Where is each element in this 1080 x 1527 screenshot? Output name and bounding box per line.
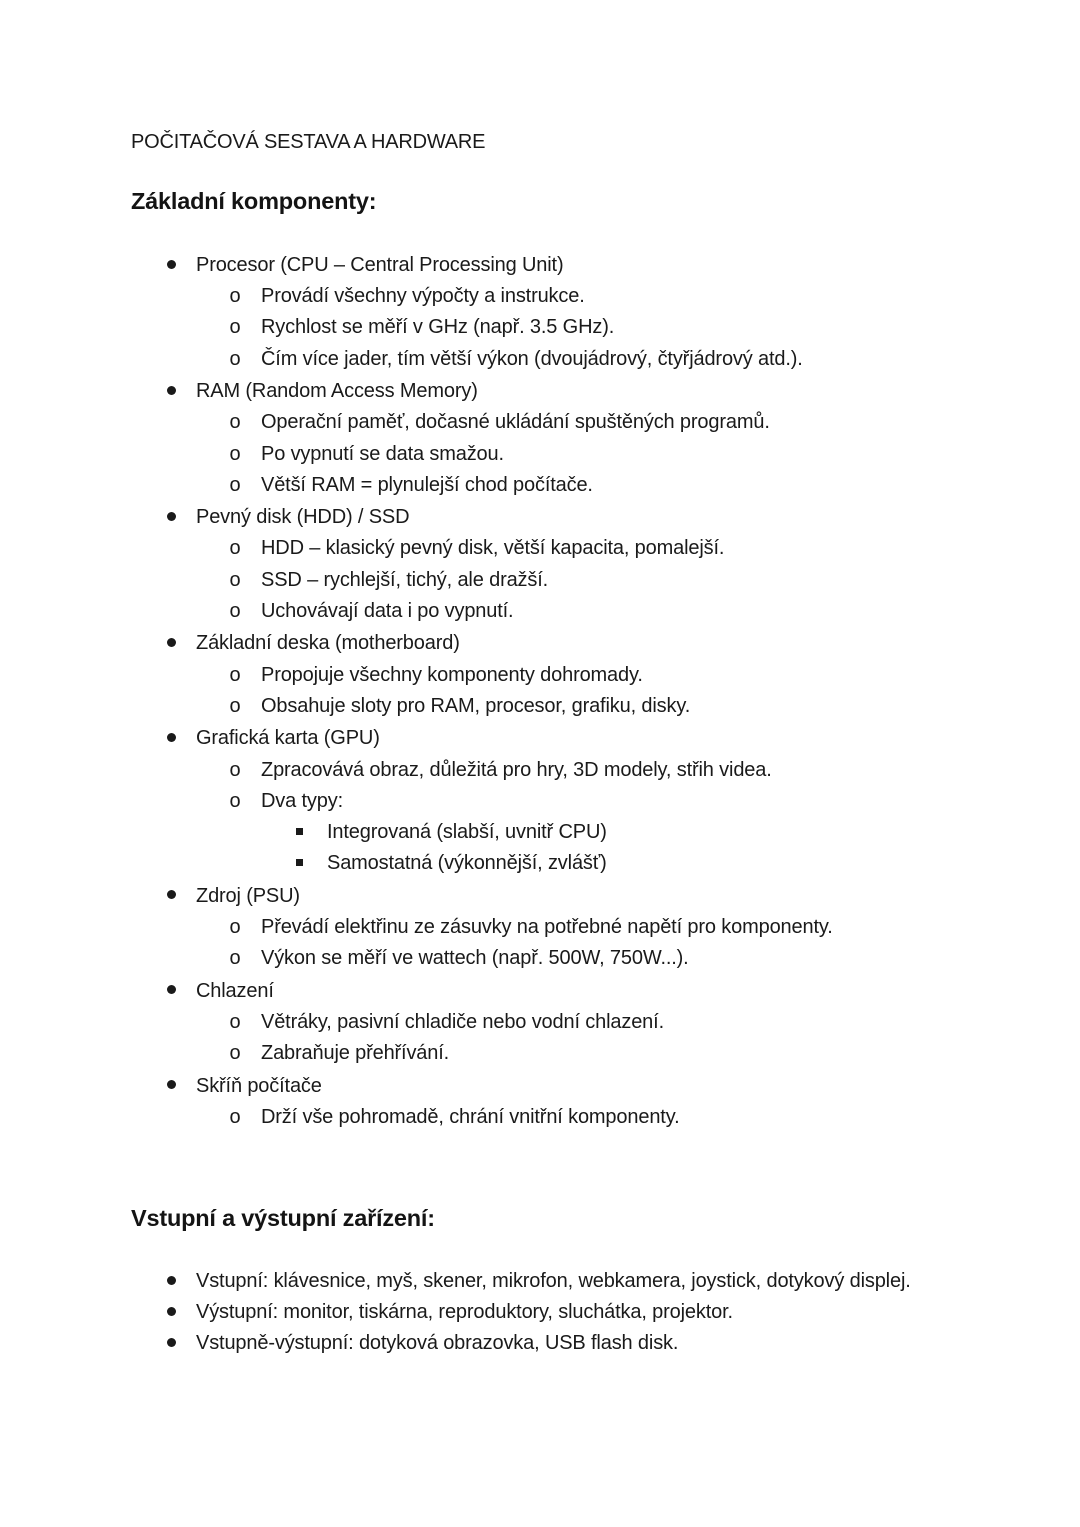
- sub-item-text: Obsahuje sloty pro RAM, procesor, grafiku, disky.: [261, 694, 691, 717]
- circle-bullet-icon: o: [229, 758, 241, 781]
- list-item-input: [0, 1266, 916, 1297]
- list-item-gpu: [0, 723, 1080, 754]
- circle-bullet-icon: o: [229, 694, 241, 717]
- document-title: POČITAČOVÁ SESTAVA A HARDWARE: [131, 131, 486, 153]
- sub-item-text: Převádí elektřinu ze zásuvky na potřebné napětí pro komponenty.: [261, 915, 833, 938]
- list-item-text: Vstupně-výstupní: dotyková obrazovka, USB flash disk.: [196, 1332, 679, 1355]
- list-item-cooling: [0, 976, 1080, 1007]
- sub-item: [0, 407, 1080, 438]
- sub-item: [0, 596, 1080, 627]
- sub-item: [0, 470, 1080, 501]
- list-item-label: Pevný disk (HDD) / SSD: [196, 506, 410, 529]
- circle-bullet-icon: o: [229, 537, 241, 560]
- circle-bullet-icon: o: [229, 316, 241, 339]
- list-item-text: Vstupní: klávesnice, myš, skener, mikrofon, webkamera, joystick, dotykový displej.: [196, 1270, 911, 1292]
- bullet-icon: [164, 1071, 178, 1102]
- sub-item-text: HDD – klasický pevný disk, větší kapacita, pomalejší.: [261, 537, 725, 560]
- section-heading-components: Základní komponenty:: [131, 188, 377, 214]
- sub-sub-item-text: Integrovaná (slabší, uvnitř CPU): [327, 820, 607, 843]
- sub-item-text: SSD – rychlejší, tichý, ale dražší.: [261, 568, 549, 591]
- sub-item: [0, 912, 1080, 943]
- bullet-icon: [164, 723, 178, 754]
- circle-bullet-icon: o: [229, 1042, 241, 1065]
- sub-item-text: Drží vše pohromadě, chrání vnitřní komponenty.: [261, 1105, 680, 1128]
- sub-item-text: Uchovávají data i po vypnutí.: [261, 599, 514, 622]
- sub-item: [0, 1007, 1080, 1038]
- circle-bullet-icon: o: [229, 347, 241, 370]
- sub-item-text: Větráky, pasivní chladiče nebo vodní chlazení.: [261, 1010, 664, 1033]
- sub-item: [0, 786, 1080, 817]
- sub-item: [0, 755, 1080, 786]
- circle-bullet-icon: o: [229, 411, 241, 434]
- sub-sub-item: [0, 848, 1080, 879]
- section-heading-io-devices: Vstupní a výstupní zařízení:: [131, 1205, 435, 1231]
- io-devices-list: [0, 1266, 1080, 1360]
- bullet-icon: [164, 250, 178, 281]
- sub-item-text: Dva typy:: [261, 789, 344, 812]
- components-list: [0, 250, 1080, 1133]
- bullet-icon: [164, 1297, 178, 1328]
- circle-bullet-icon: o: [229, 442, 241, 465]
- square-bullet-icon: [293, 848, 305, 879]
- list-item-label: Zdroj (PSU): [196, 884, 300, 907]
- list-item-label: RAM (Random Access Memory): [196, 380, 478, 403]
- bullet-icon: [164, 976, 178, 1007]
- bullet-icon: [164, 502, 178, 533]
- sub-item: [0, 281, 1080, 312]
- bullet-icon: [164, 376, 178, 407]
- sub-item: [0, 660, 1080, 691]
- list-item-storage: [0, 502, 1080, 533]
- list-item-ram: [0, 376, 1080, 407]
- circle-bullet-icon: o: [229, 568, 241, 591]
- square-bullet-icon: [293, 817, 305, 848]
- sub-item-text: Čím více jader, tím větší výkon (dvoujádrový, čtyřjádrový atd.).: [261, 347, 803, 370]
- circle-bullet-icon: o: [229, 947, 241, 970]
- circle-bullet-icon: o: [229, 1105, 241, 1128]
- circle-bullet-icon: o: [229, 285, 241, 308]
- sub-item: [0, 439, 1080, 470]
- list-item-label: Základní deska (motherboard): [196, 632, 460, 655]
- sub-item-text: Propojuje všechny komponenty dohromady.: [261, 663, 643, 686]
- bullet-icon: [164, 881, 178, 912]
- sub-item: [0, 533, 1080, 564]
- sub-item: [0, 565, 1080, 596]
- list-item-output: [0, 1297, 916, 1328]
- bullet-icon: [164, 1328, 178, 1359]
- list-item-motherboard: [0, 628, 1080, 659]
- bullet-icon: [164, 628, 178, 659]
- list-item-psu: [0, 881, 1080, 912]
- circle-bullet-icon: o: [229, 599, 241, 622]
- list-item-input-output: [0, 1328, 916, 1359]
- circle-bullet-icon: o: [229, 789, 241, 812]
- list-item-label: Grafická karta (GPU): [196, 727, 380, 750]
- circle-bullet-icon: o: [229, 663, 241, 686]
- sub-item: [0, 1102, 1080, 1133]
- list-item-label: Chlazení: [196, 979, 274, 1002]
- list-item-label: Skříň počítače: [196, 1074, 322, 1097]
- sub-item-text: Zabraňuje přehřívání.: [261, 1042, 450, 1065]
- sub-item: [0, 943, 1080, 974]
- sub-item-text: Zpracovává obraz, důležitá pro hry, 3D modely, střih videa.: [261, 758, 772, 781]
- sub-item-text: Výkon se měří ve wattech (např. 500W, 750W...).: [261, 947, 689, 970]
- sub-item: [0, 312, 1080, 343]
- sub-item-text: Rychlost se měří v GHz (např. 3.5 GHz).: [261, 316, 615, 339]
- list-item-text: Výstupní: monitor, tiskárna, reproduktory, sluchátka, projektor.: [196, 1301, 733, 1324]
- sub-item-text: Operační paměť, dočasné ukládání spuštěných programů.: [261, 411, 770, 434]
- list-item-case: [0, 1071, 1080, 1102]
- sub-item: [0, 691, 1080, 722]
- sub-sub-item: [0, 817, 1080, 848]
- bullet-icon: [164, 1266, 178, 1297]
- sub-sub-item-text: Samostatná (výkonnější, zvlášť): [327, 852, 607, 875]
- sub-item: [0, 1038, 1080, 1069]
- list-item-cpu: [0, 250, 1080, 281]
- sub-item: [0, 344, 1080, 375]
- list-item-label: Procesor (CPU – Central Processing Unit): [196, 254, 564, 276]
- sub-item-text: Po vypnutí se data smažou.: [261, 442, 504, 465]
- circle-bullet-icon: o: [229, 1010, 241, 1033]
- circle-bullet-icon: o: [229, 915, 241, 938]
- sub-item-text: Větší RAM = plynulejší chod počítače.: [261, 473, 593, 496]
- circle-bullet-icon: o: [229, 473, 241, 496]
- sub-item-text: Provádí všechny výpočty a instrukce.: [261, 285, 585, 308]
